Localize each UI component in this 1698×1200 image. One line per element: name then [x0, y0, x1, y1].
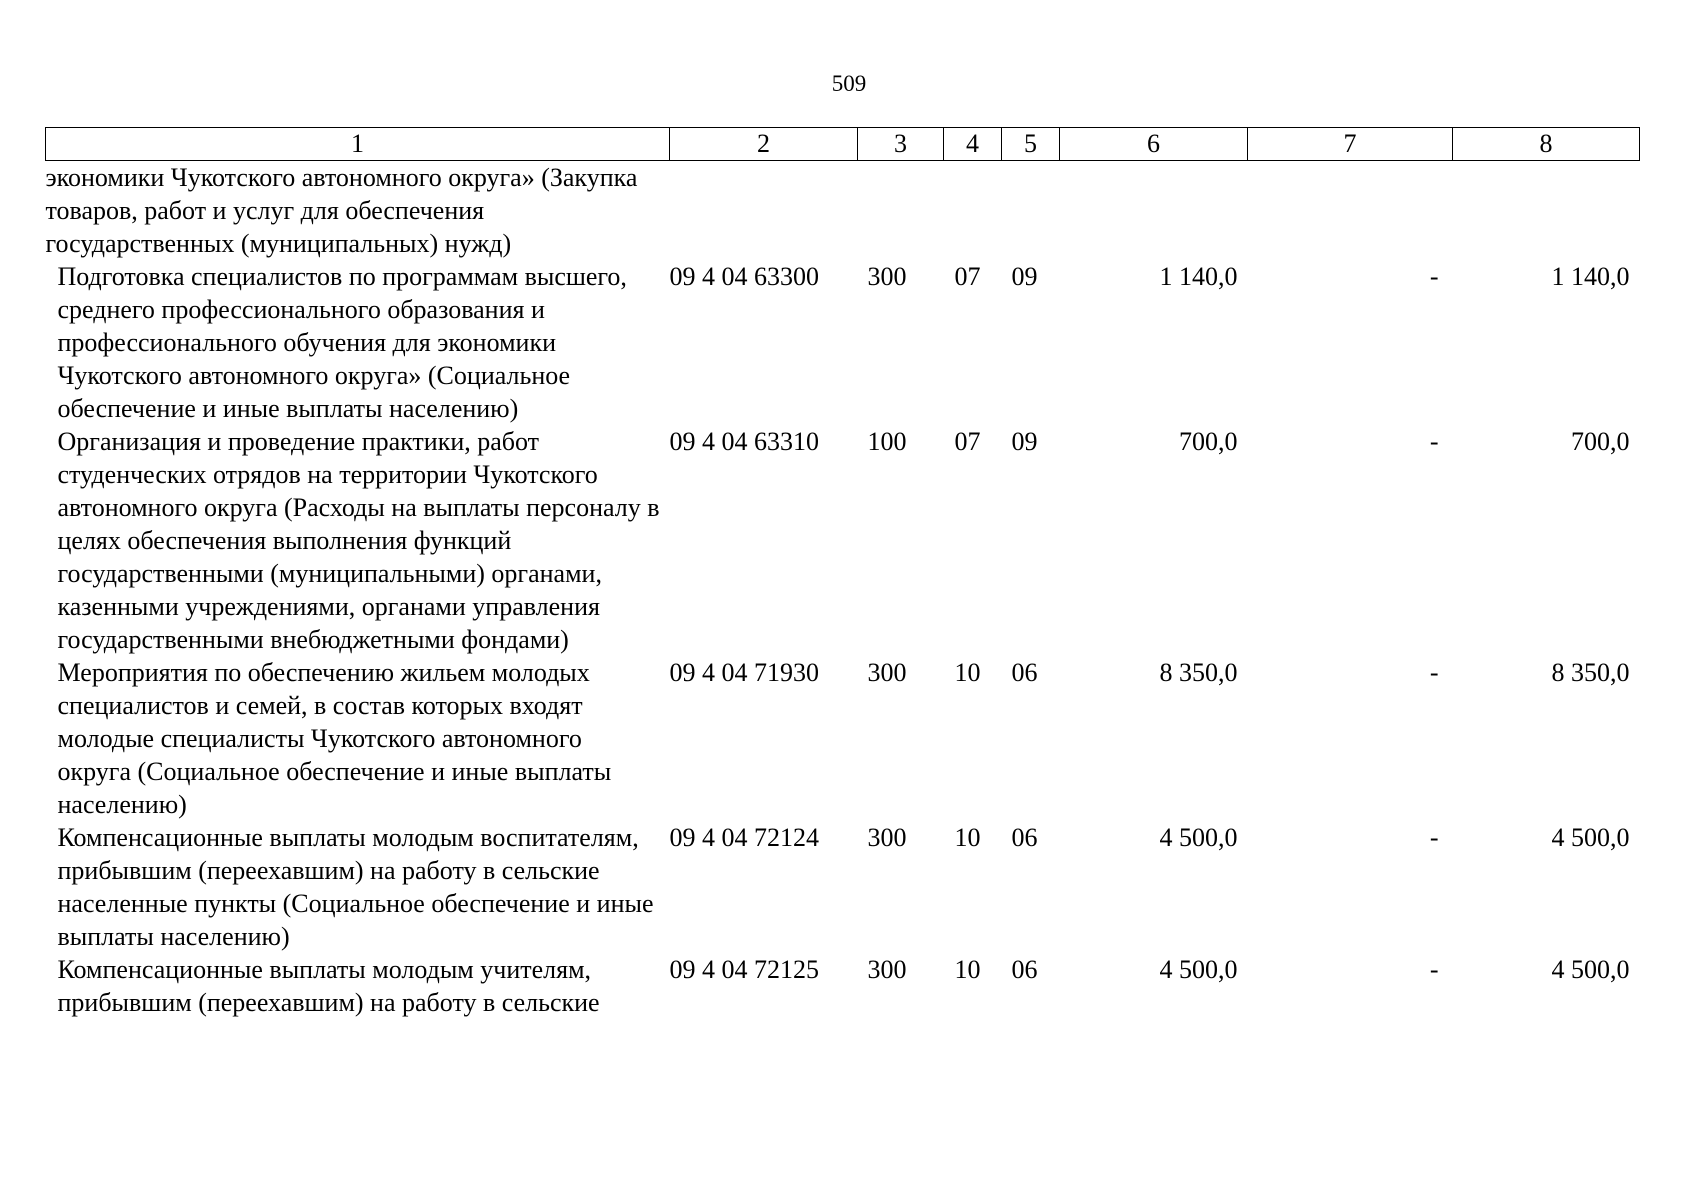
- row-amount-regional: 8 350,0: [1551, 658, 1630, 687]
- row-amount-federal: -: [1429, 262, 1439, 291]
- table-row: [46, 260, 1640, 425]
- column-header-1: 1: [46, 128, 670, 161]
- row-target-code: 09 4 04 63310: [669, 427, 819, 456]
- row-amount-regional: 1 140,0: [1551, 262, 1630, 291]
- row-amount-federal: -: [1429, 823, 1439, 852]
- row-section: 07: [954, 262, 981, 291]
- row-amount-total: 8 350,0: [1159, 658, 1238, 687]
- row-description: Компенсационные выплаты молодым воспитателям, прибывшим (переехавшим) на работу в сельские населенные пункты (Социальное обеспечение и иные выплаты населению): [57, 823, 654, 951]
- table-row-continuation: [46, 161, 1640, 261]
- row-expense-type: 100: [867, 427, 907, 456]
- row-expense-type: 300: [867, 823, 907, 852]
- row-description: Мероприятия по обеспечению жильем молодых специалистов и семей, в состав которых входят молодые специалисты Чукотского автономного округа (Социальное обеспечение и иные выплаты населению): [57, 658, 612, 819]
- row-description: Организация и проведение практики, работ студенческих отрядов на территории Чукотского автономного округа (Расходы на выплаты персоналу в целях обеспечения выполнения функций государственными (муниципальными) органами, казенными учреждениями, органами управления государственными внебюджетными фондами): [57, 427, 660, 654]
- table-row: [46, 656, 1640, 821]
- row-expense-type: 300: [867, 262, 907, 291]
- column-header-7: 7: [1248, 128, 1453, 161]
- header-row: [46, 128, 1640, 161]
- row-amount-total: 1 140,0: [1159, 262, 1238, 291]
- table-row: [46, 425, 1640, 656]
- column-header-6: 6: [1060, 128, 1248, 161]
- table-row: [46, 953, 1640, 1019]
- row-subsection: 06: [1011, 658, 1038, 687]
- row-amount-regional: 4 500,0: [1551, 823, 1630, 852]
- table-body: [46, 161, 1640, 1020]
- row-subsection: 06: [1011, 955, 1038, 984]
- row-section: 10: [954, 658, 981, 687]
- row-amount-federal: -: [1429, 427, 1439, 456]
- row-amount-total: 700,0: [1179, 427, 1238, 456]
- row-subsection: 06: [1011, 823, 1038, 852]
- row-description: экономики Чукотского автономного округа» (Закупка товаров, работ и услуг для обеспечения государственных (муниципальных) нужд): [45, 163, 638, 258]
- table-row: [46, 821, 1640, 953]
- row-expense-type: 300: [867, 955, 907, 984]
- row-amount-federal: -: [1429, 658, 1439, 687]
- row-target-code: 09 4 04 71930: [669, 658, 819, 687]
- row-amount-total: 4 500,0: [1159, 823, 1238, 852]
- column-header-8: 8: [1453, 128, 1640, 161]
- page-number: 509: [831, 71, 867, 96]
- column-header-4: 4: [944, 128, 1002, 161]
- row-section: 07: [954, 427, 981, 456]
- row-description: Компенсационные выплаты молодым учителям, прибывшим (переехавшим) на работу в сельские: [57, 955, 600, 1017]
- column-header-2: 2: [670, 128, 858, 161]
- column-header-3: 3: [858, 128, 944, 161]
- row-amount-total: 4 500,0: [1159, 955, 1238, 984]
- row-target-code: 09 4 04 72124: [669, 823, 819, 852]
- row-amount-regional: 4 500,0: [1551, 955, 1630, 984]
- column-header-5: 5: [1002, 128, 1060, 161]
- row-section: 10: [954, 823, 981, 852]
- row-amount-federal: -: [1429, 955, 1439, 984]
- row-target-code: 09 4 04 72125: [669, 955, 819, 984]
- table-header: [46, 128, 1640, 161]
- row-subsection: 09: [1011, 262, 1038, 291]
- row-description: Подготовка специалистов по программам высшего, среднего профессионального образования и профессионального обучения для экономики Чукотского автономного округа» (Социальное обеспечение и иные выплаты населению): [57, 262, 627, 423]
- row-section: 10: [954, 955, 981, 984]
- row-subsection: 09: [1011, 427, 1038, 456]
- row-amount-regional: 700,0: [1571, 427, 1630, 456]
- row-target-code: 09 4 04 63300: [669, 262, 819, 291]
- row-expense-type: 300: [867, 658, 907, 687]
- budget-table: [45, 127, 1640, 1019]
